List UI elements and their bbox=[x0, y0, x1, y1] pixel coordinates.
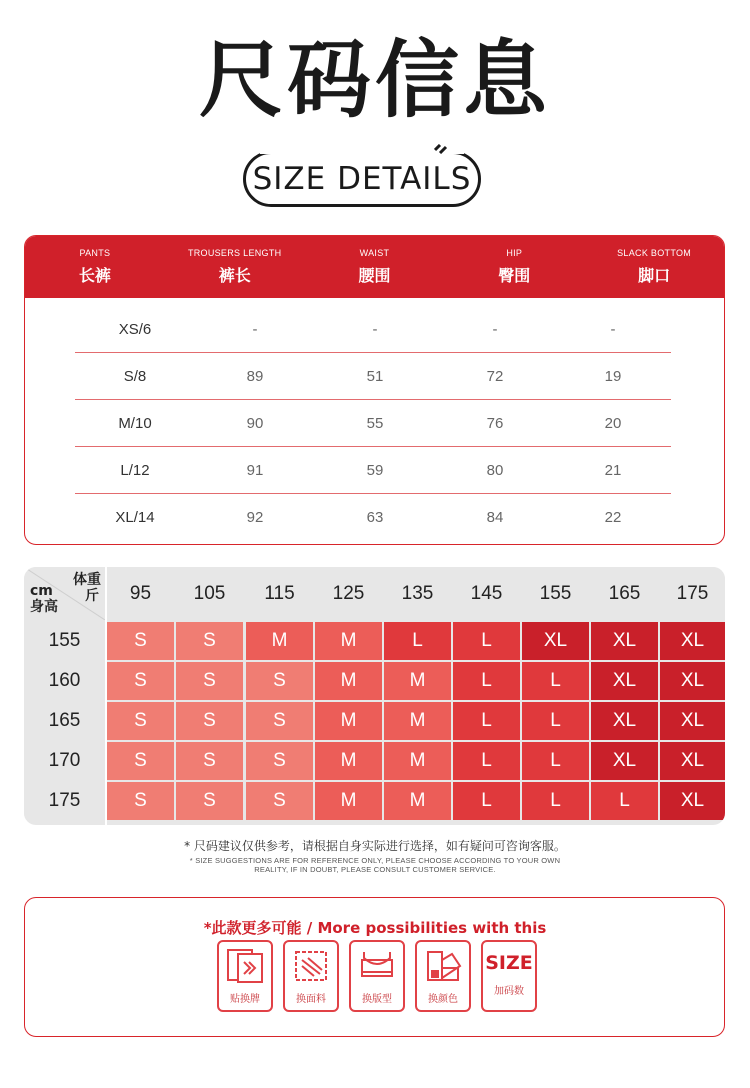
subtitle-badge bbox=[243, 151, 481, 207]
measurement-cell: - bbox=[252, 320, 258, 338]
spark-icon bbox=[434, 144, 448, 154]
table-row bbox=[75, 447, 671, 494]
header-slack-bottom: SLACK BOTTOM 脚口 bbox=[617, 248, 692, 285]
size-cell: M bbox=[384, 702, 451, 740]
measurement-cell: 20 bbox=[604, 414, 622, 432]
option-size[interactable]: SIZE 加码数 bbox=[481, 940, 537, 1012]
size-cell: M bbox=[315, 622, 382, 660]
table-row bbox=[75, 306, 671, 353]
size-cell: S bbox=[107, 742, 174, 780]
size-cell: L bbox=[591, 782, 658, 820]
size-cell: S bbox=[176, 622, 243, 660]
height-header-cell: 165 bbox=[24, 702, 105, 740]
option-color[interactable]: 换颜色 bbox=[415, 940, 471, 1012]
size-cell: XL bbox=[591, 742, 658, 780]
size-cell: M bbox=[384, 742, 451, 780]
size-cell: L bbox=[453, 662, 520, 700]
weight-header-cell: 115 bbox=[246, 567, 313, 620]
measurement-cell: 59 bbox=[366, 461, 384, 479]
measurement-cell: 72 bbox=[486, 367, 504, 385]
measurement-cell: 90 bbox=[246, 414, 264, 432]
size-recommendation-table bbox=[24, 567, 725, 825]
table-corner bbox=[24, 567, 105, 620]
size-label: S/8 bbox=[123, 367, 147, 385]
size-cell: XL bbox=[591, 622, 658, 660]
measurement-cell: 76 bbox=[486, 414, 504, 432]
more-options-title: *此款更多可能 / More possibilities with this bbox=[203, 919, 547, 937]
measurement-cell: 91 bbox=[246, 461, 264, 479]
size-cell: M bbox=[246, 622, 313, 660]
size-cell: XL bbox=[591, 702, 658, 740]
header-trousers-length: TROUSERS LENGTH 裤长 bbox=[187, 248, 282, 285]
size-cell: L bbox=[384, 622, 451, 660]
size-cell: L bbox=[522, 702, 589, 740]
size-cell: L bbox=[453, 742, 520, 780]
measurement-cell: 89 bbox=[246, 367, 264, 385]
size-cell: XL bbox=[660, 742, 725, 780]
weight-label: 体重 斤 bbox=[73, 572, 101, 604]
more-options-panel bbox=[24, 897, 725, 1037]
tag-swap-icon bbox=[224, 948, 266, 984]
measurement-cell: - bbox=[372, 320, 378, 338]
size-cell: L bbox=[522, 782, 589, 820]
size-cell: S bbox=[107, 662, 174, 700]
weight-header-cell: 95 bbox=[107, 567, 174, 620]
option-fabric[interactable]: 换面料 bbox=[283, 940, 339, 1012]
size-cell: S bbox=[246, 662, 313, 700]
size-cell: M bbox=[315, 782, 382, 820]
measurement-cell: - bbox=[492, 320, 498, 338]
table-row bbox=[75, 400, 671, 447]
measurement-cell: 92 bbox=[246, 509, 264, 526]
weight-header-cell: 175 bbox=[660, 567, 725, 620]
size-cell: XL bbox=[660, 782, 725, 820]
measurement-cell: 80 bbox=[486, 461, 504, 479]
measurement-cell: 51 bbox=[366, 367, 384, 385]
size-label: XL/14 bbox=[115, 509, 155, 526]
size-cell: M bbox=[384, 782, 451, 820]
header-hip: HIP 臀围 bbox=[498, 248, 531, 285]
option-tag-swap[interactable]: 贴换牌 bbox=[217, 940, 273, 1012]
measurement-cell: 21 bbox=[604, 461, 622, 479]
size-label: XS/6 bbox=[118, 320, 152, 338]
size-cell: XL bbox=[522, 622, 589, 660]
size-text-icon: SIZE bbox=[485, 952, 533, 974]
column-divider bbox=[105, 567, 107, 825]
size-cell: M bbox=[315, 742, 382, 780]
size-label: L/12 bbox=[120, 461, 150, 479]
note-en: * SIZE SUGGESTIONS ARE FOR REFERENCE ONLY, PLEASE CHOOSE ACCORDING TO YOUR OWN REALITY, IF IN DOUBT, PLEASE CONSULT CUSTOMER SERVICE. bbox=[189, 856, 561, 874]
size-cell: M bbox=[315, 662, 382, 700]
size-cell: S bbox=[176, 742, 243, 780]
header-pants: PANTS 长裤 bbox=[78, 248, 111, 285]
measurement-cell: 84 bbox=[486, 509, 504, 526]
size-cell: M bbox=[384, 662, 451, 700]
measurement-cell: 55 bbox=[366, 414, 384, 432]
weight-header-cell: 145 bbox=[453, 567, 520, 620]
table-row bbox=[75, 353, 671, 400]
bra-top-icon bbox=[356, 948, 398, 984]
size-cell: S bbox=[246, 782, 313, 820]
size-cell: S bbox=[246, 742, 313, 780]
page-title: 尺码信息 bbox=[198, 31, 551, 129]
size-cell: L bbox=[453, 622, 520, 660]
size-cell: XL bbox=[591, 662, 658, 700]
option-pattern[interactable]: 换版型 bbox=[349, 940, 405, 1012]
size-label: M/10 bbox=[118, 414, 152, 432]
color-swatch-icon bbox=[422, 948, 464, 984]
height-header-cell: 170 bbox=[24, 742, 105, 780]
subtitle: SIZE DETAILS bbox=[252, 161, 472, 197]
weight-header-cell: 105 bbox=[176, 567, 243, 620]
note-cn: * 尺码建议仅供参考，请根据自身实际进行选择，如有疑问可咨询客服。 bbox=[184, 839, 566, 853]
size-cell: M bbox=[315, 702, 382, 740]
height-label: cm 身高 bbox=[30, 583, 58, 615]
measurement-cell: 19 bbox=[604, 367, 622, 385]
height-header-cell: 160 bbox=[24, 662, 105, 700]
weight-header-cell: 155 bbox=[522, 567, 589, 620]
size-cell: XL bbox=[660, 622, 725, 660]
measurement-cell: 63 bbox=[366, 509, 384, 526]
size-cell: S bbox=[107, 622, 174, 660]
weight-header-cell: 165 bbox=[591, 567, 658, 620]
pants-size-table bbox=[24, 235, 725, 545]
pants-table-header bbox=[25, 236, 724, 298]
size-cell: L bbox=[522, 662, 589, 700]
size-cell: XL bbox=[660, 662, 725, 700]
size-cell: S bbox=[246, 702, 313, 740]
size-cell: L bbox=[522, 742, 589, 780]
measurement-cell: - bbox=[610, 320, 616, 338]
size-cell: L bbox=[453, 702, 520, 740]
weight-header-cell: 125 bbox=[315, 567, 382, 620]
height-header-cell: 175 bbox=[24, 782, 105, 820]
header-waist: WAIST 腰围 bbox=[358, 248, 391, 285]
size-cell: S bbox=[107, 782, 174, 820]
size-cell: XL bbox=[660, 702, 725, 740]
fabric-icon bbox=[290, 948, 332, 984]
table-row bbox=[75, 494, 671, 541]
size-cell: S bbox=[176, 662, 243, 700]
size-cell: S bbox=[176, 702, 243, 740]
size-cell: L bbox=[453, 782, 520, 820]
size-cell: S bbox=[107, 702, 174, 740]
measurement-cell: 22 bbox=[604, 509, 622, 526]
height-header-cell: 155 bbox=[24, 622, 105, 660]
weight-header-cell: 135 bbox=[384, 567, 451, 620]
size-cell: S bbox=[176, 782, 243, 820]
